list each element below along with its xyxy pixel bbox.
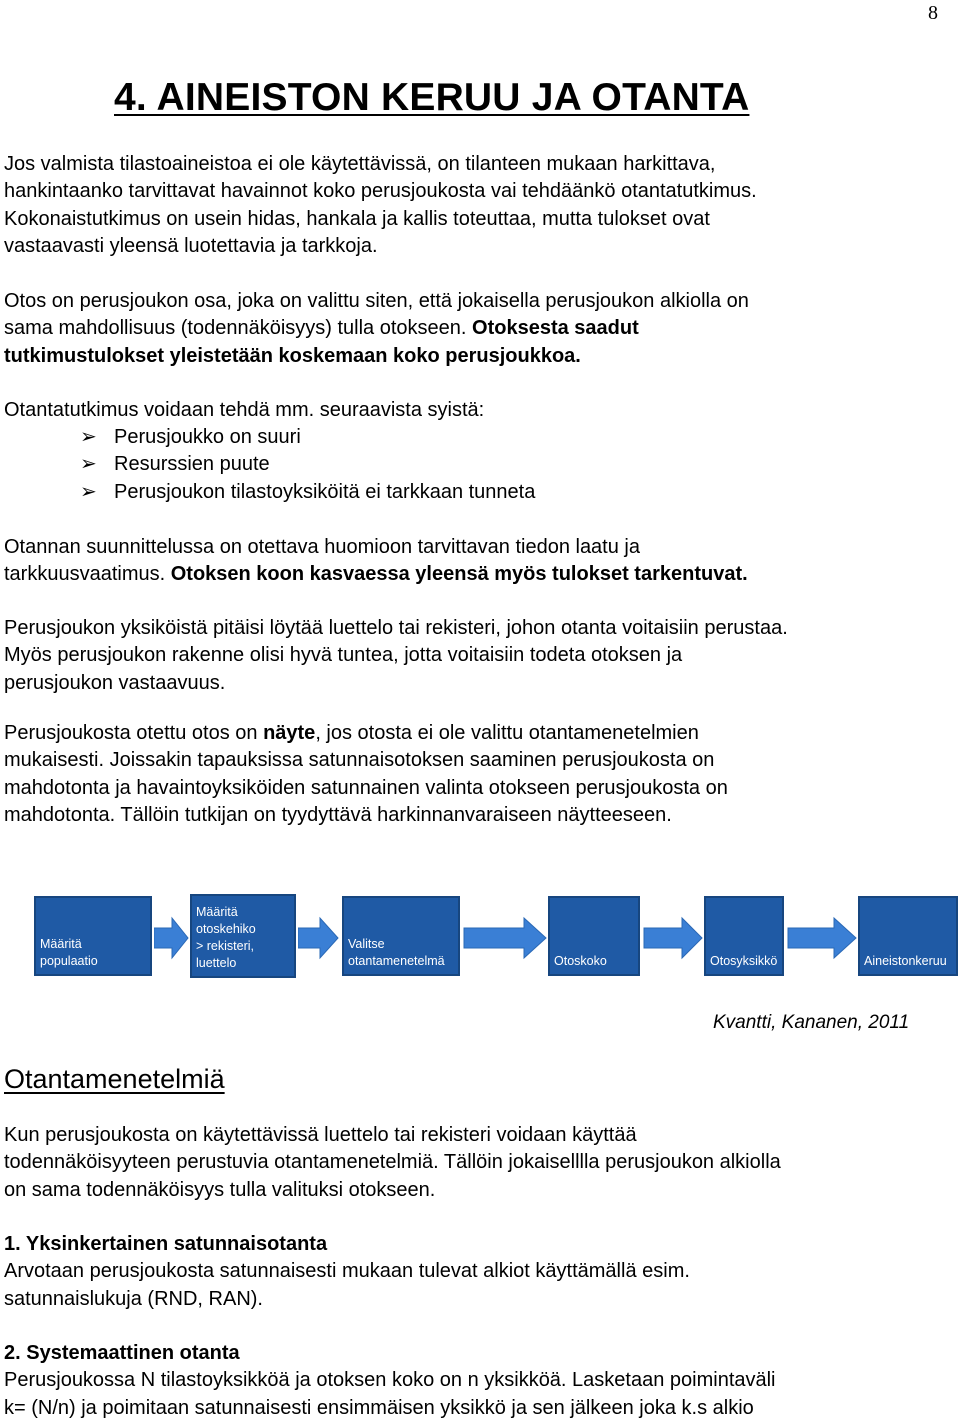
list-item-text: Perusjoukon tilastoyksiköitä ei tarkkaan tunneta [114,480,536,503]
text-span: sama mahdollisuus (todennäköisyys) tulla otokseen. [4,317,473,340]
paragraph-probability-methods [4,1122,944,1204]
arrowhead-bullet-icon: ➢ [80,453,97,476]
text-line: Otannan suunnittelussa on otettava huomioon tarvittavan tiedon laatu ja [4,536,640,558]
text-line: Myös perusjoukon rakenne olisi hyvä tuntea, jotta voitaisiin todeta otoksen ja [4,644,683,667]
bold-text: 1. Yksinkertainen satunnaisotanta [4,1233,328,1255]
flow-step-text: Valitse [348,937,385,951]
right-arrow-icon [298,916,340,960]
text-line [4,561,944,588]
text-span: , jos otosta ei ole valittu otantamenetelmien [315,722,699,744]
text-line: Perusjoukon yksiköistä pitäisi löytää luettelo tai rekisteri, johon otanta voitaisiin perustaa. [4,617,788,639]
bold-text: 2. Systemaattinen otanta [4,1342,240,1364]
flow-step-text: otantamenetelmä [348,954,445,968]
text-line [4,315,944,342]
flow-step-select-method [342,896,460,976]
text-line: hankintaanko tarvittavat havainnot koko perusjoukosta vai tehdäänkö otantatutkimus. [4,180,757,203]
reasons-list [80,424,535,506]
bold-text: Otoksesta saadut [472,317,639,340]
method-heading [4,1340,944,1367]
text-line: Arvotaan perusjoukosta satunnaisesti mukaan tulevat alkiot käyttämällä esim. [4,1260,690,1283]
flow-step-sample-unit [704,896,784,976]
bold-text: Otoksen koon kasvaessa yleensä myös tulokset tarkentuvat. [170,563,748,586]
text-line: perusjoukon vastaavuus. [4,671,226,694]
text-line: on sama todennäköisyys tulla valituksi otokseen. [4,1178,436,1201]
bold-text: näyte [263,722,316,744]
text-line: Kokonaistutkimus on usein hidas, hankala ja kallis toteuttaa, mutta tulokset ovat [4,207,710,230]
list-item [80,424,535,451]
list-item [80,451,535,478]
page-number: 8 [928,2,938,24]
text-line: k= (N/n) ja poimitaan satunnaisesti ensimmäisen yksikkö ja sen jälkeen joka k.s alkio [4,1396,754,1419]
text-line: Perusjoukossa N tilastoyksikköä ja otoksen koko on n yksikköä. Lasketaan poimintaväli [4,1369,776,1392]
flow-step-text: > rekisteri, [196,939,255,953]
flow-step-define-population [34,896,152,976]
right-arrow-icon [154,916,190,960]
text-line: vastaavasti yleensä luotettavia ja tarkkoja. [4,235,378,258]
paragraph-sample-nayte [4,720,944,830]
paragraph-reasons-intro [4,397,944,424]
arrowhead-bullet-icon: ➢ [80,426,97,448]
flow-step-text: populaatio [40,954,98,968]
flow-step-text: Otoskoko [554,954,607,968]
flow-step-text: otoskehiko [196,922,256,936]
text-line: satunnaislukuja (RND, RAN). [4,1287,263,1310]
text-line [4,343,944,370]
flow-step-define-frame [190,894,296,978]
flow-step-text: Määritä [40,937,82,951]
flow-step-text: Otosyksikkö [710,954,778,968]
paragraph-sample-definition [4,288,944,370]
method-systematic [4,1340,944,1422]
flow-step-text: luettelo [196,956,237,970]
text-line: mahdotonta ja havaintoyksiköiden satunnainen valinta otokseen perusjoukosta on [4,776,728,799]
paragraph-planning [4,534,944,589]
section-heading: Otantamenetelmiä [4,1064,225,1094]
text-line: Kun perusjoukosta on käytettävissä luettelo tai rekisteri voidaan käyttää [4,1124,637,1146]
list-item-text: Perusjoukko on suuri [114,426,301,448]
paragraph-register [4,615,944,697]
text-line: Otantatutkimus voidaan tehdä mm. seuraavista syistä: [4,399,485,421]
right-arrow-icon [786,916,858,960]
text-span: tarkkuusvaatimus. [4,563,171,586]
text-line: mukaisesti. Joissakin tapauksissa satunnaisotoksen saaminen perusjoukosta on [4,749,715,772]
method-simple-random [4,1231,944,1313]
text-line: Otos on perusjoukon osa, joka on valittu siten, että jokaisella perusjoukon alkiolla on [4,290,749,312]
flow-step-text: Määritä [196,905,238,919]
text-line [4,720,944,747]
right-arrow-icon [462,916,548,960]
flow-step-sample-size [548,896,640,976]
paragraph-intro [4,151,944,261]
citation: Kvantti, Kananen, 2011 [713,1012,910,1033]
list-item [80,479,535,506]
text-line: mahdotonta. Tällöin tutkijan on tyydyttävä harkinnanvaraiseen näytteeseen. [4,804,672,827]
arrowhead-bullet-icon: ➢ [80,480,97,503]
text-span: Perusjoukosta otettu otos on [4,722,264,744]
text-line: Jos valmista tilastoaineistoa ei ole käytettävissä, on tilanteen mukaan harkittava, [4,153,716,175]
method-heading [4,1231,944,1258]
page-title: 4. AINEISTON KERUU JA OTANTA [114,76,750,119]
right-arrow-icon [642,916,704,960]
bold-text: tutkimustulokset yleistetään koskemaan koko perusjoukkoa. [4,344,581,367]
list-item-text: Resurssien puute [114,453,270,476]
text-line: todennäköisyyteen perustuvia otantamenetelmiä. Tällöin jokaiselllla perusjoukon alkiolla [4,1151,781,1174]
flow-step-text: Aineistonkeruu [864,954,947,968]
sampling-process-flow [0,888,960,988]
flow-step-data-collection [858,896,958,976]
